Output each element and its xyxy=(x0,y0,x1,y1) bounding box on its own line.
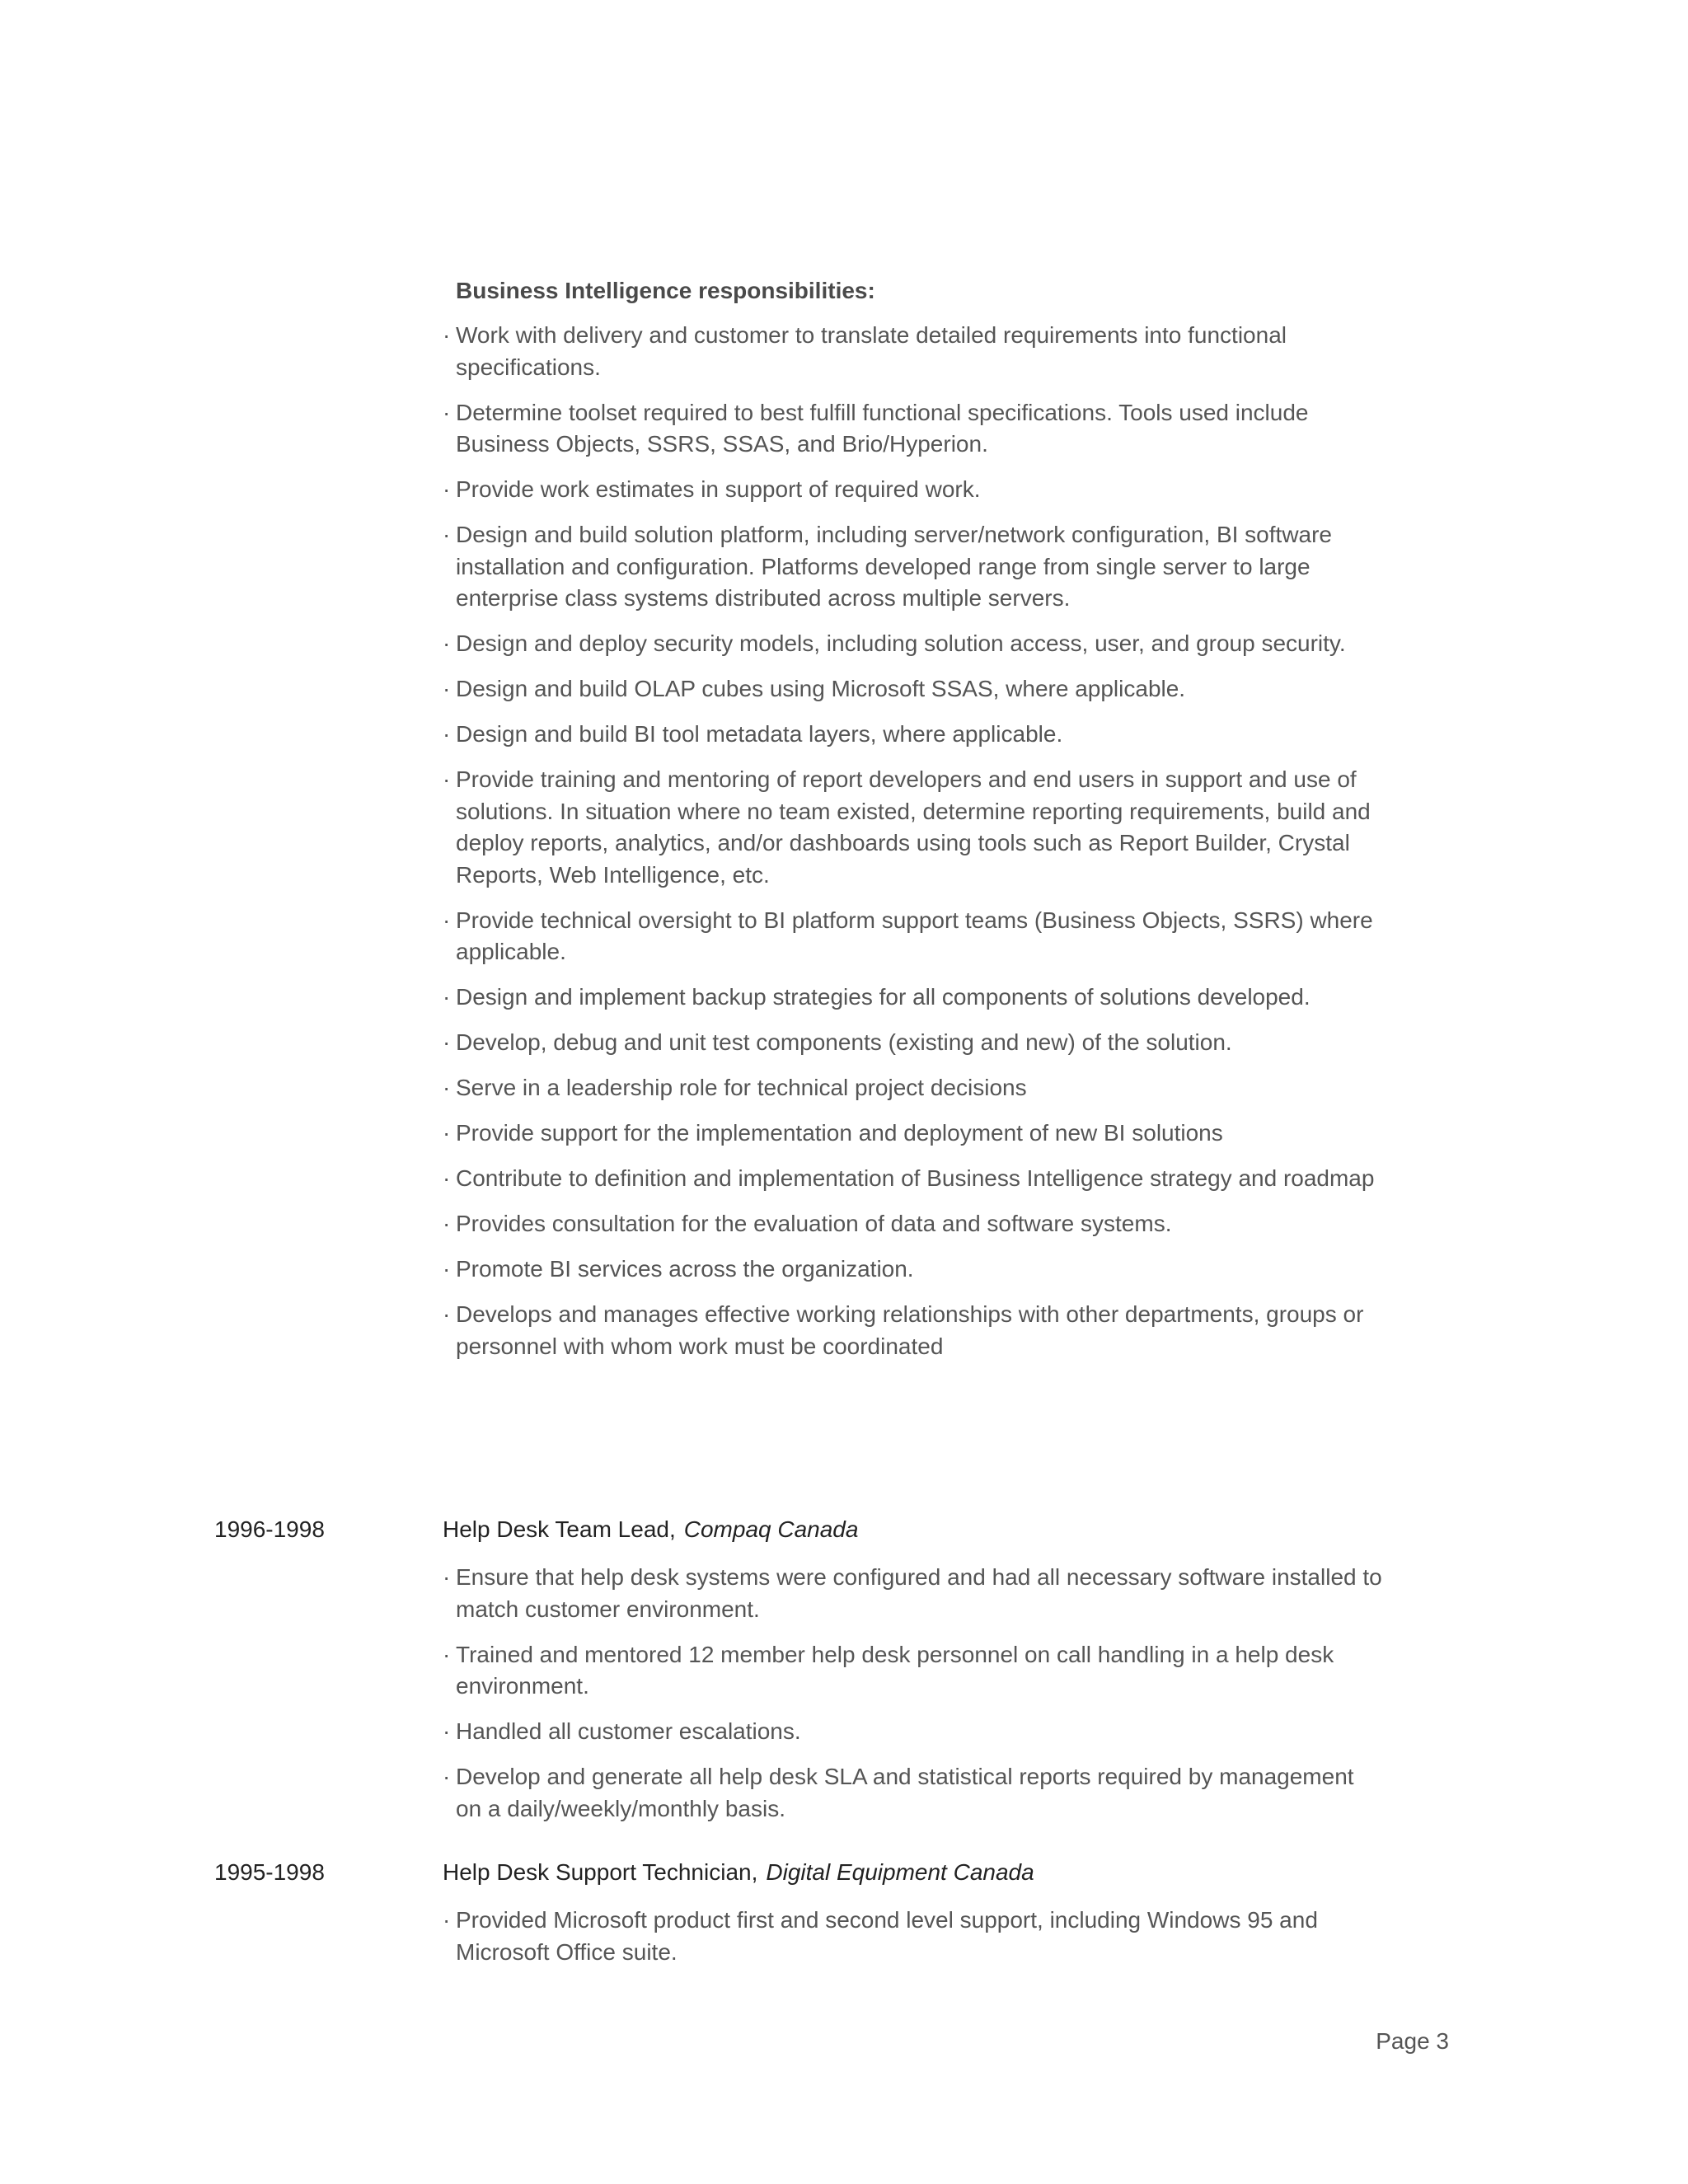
bullet-icon: · xyxy=(443,907,451,933)
bi-responsibilities-section xyxy=(443,275,1382,1376)
list-item xyxy=(443,764,1382,891)
list-item-text: Determine toolset required to best fulfill functional specifications. Tools used include Business Objects, SSRS, SSAS, and Brio/Hyperion. xyxy=(456,399,1309,457)
list-item xyxy=(443,1639,1382,1703)
list-item xyxy=(443,982,1382,1014)
list-item-text: Design and build BI tool metadata layers, where applicable. xyxy=(456,721,1063,747)
list-item xyxy=(443,1299,1382,1362)
list-item-text: Provide training and mentoring of report developers and end users in support and use of solutions. In situation where no team existed, determine reporting requirements, build and deploy reports, analytics, and/or dashboards using tools such as Report Builder, Crystal Reports, Web Intelligence, etc. xyxy=(456,766,1371,888)
list-item xyxy=(443,1716,1382,1748)
bullet-icon: · xyxy=(443,1764,451,1789)
job-title: Help Desk Support Technician, xyxy=(443,1859,758,1885)
bullet-icon: · xyxy=(443,1641,451,1667)
list-item xyxy=(443,1208,1382,1240)
bullet-icon: · xyxy=(443,522,451,547)
list-item-text: Serve in a leadership role for technical project decisions xyxy=(456,1075,1027,1100)
list-item xyxy=(443,1027,1382,1059)
list-item-text: Design and implement backup strategies for all components of solutions developed. xyxy=(456,984,1311,1010)
list-item xyxy=(443,1254,1382,1286)
bullet-icon: · xyxy=(443,1029,451,1055)
job-responsibilities-list xyxy=(443,1905,1382,1982)
list-item xyxy=(443,397,1382,461)
bullet-icon: · xyxy=(443,676,451,701)
list-item-text: Develop, debug and unit test components (existing and new) of the solution. xyxy=(456,1029,1232,1055)
list-item xyxy=(443,673,1382,705)
job-responsibilities-list xyxy=(443,1562,1382,1839)
bullet-icon: · xyxy=(443,630,451,656)
job-title-line xyxy=(443,1514,858,1545)
bi-responsibilities-list xyxy=(443,320,1382,1362)
list-item xyxy=(443,474,1382,506)
page-number: Page 3 xyxy=(1376,2028,1449,2054)
bullet-icon: · xyxy=(443,984,451,1010)
list-item xyxy=(443,320,1382,383)
list-item-text: Ensure that help desk systems were configured and had all necessary software installed to match customer environment. xyxy=(456,1564,1382,1622)
bullet-icon: · xyxy=(443,1075,451,1100)
list-item-text: Provide work estimates in support of required work. xyxy=(456,476,981,502)
list-item xyxy=(443,1562,1382,1625)
job-company: Digital Equipment Canada xyxy=(766,1859,1034,1885)
bullet-icon: · xyxy=(443,1301,451,1327)
job-years: 1996-1998 xyxy=(214,1516,325,1542)
list-item xyxy=(443,1761,1382,1825)
bullet-icon: · xyxy=(443,399,451,425)
bullet-icon: · xyxy=(443,322,451,348)
list-item xyxy=(443,719,1382,751)
bullet-icon: · xyxy=(443,1120,451,1146)
list-item xyxy=(443,519,1382,615)
list-item-text: Work with delivery and customer to translate detailed requirements into functional specifications. xyxy=(456,322,1287,380)
job-company: Compaq Canada xyxy=(683,1516,859,1542)
list-item-text: Develops and manages effective working relationships with other departments, groups or personnel with whom work must be coordinated xyxy=(456,1301,1364,1359)
list-item xyxy=(443,905,1382,968)
job-years: 1995-1998 xyxy=(214,1859,325,1885)
list-item xyxy=(443,1163,1382,1195)
bullet-icon: · xyxy=(443,1211,451,1236)
list-item xyxy=(443,1072,1382,1104)
list-item-text: Provide technical oversight to BI platform support teams (Business Objects, SSRS) where applicable. xyxy=(456,907,1373,964)
job-title-line xyxy=(443,1857,1034,1888)
bullet-icon: · xyxy=(443,1165,451,1191)
list-item xyxy=(443,628,1382,660)
list-item xyxy=(443,1905,1382,1968)
list-item-text: Provide support for the implementation and deployment of new BI solutions xyxy=(456,1120,1223,1146)
bullet-icon: · xyxy=(443,1907,451,1933)
bullet-icon: · xyxy=(443,1256,451,1282)
bullet-icon: · xyxy=(443,1718,451,1744)
list-item-text: Design and build solution platform, including server/network configuration, BI software installation and configuration. Platforms developed range from single server to large enterprise class systems distributed across multiple servers. xyxy=(456,522,1333,611)
job-title: Help Desk Team Lead, xyxy=(443,1516,676,1542)
list-item-text: Design and deploy security models, including solution access, user, and group security. xyxy=(456,630,1346,656)
bullet-icon: · xyxy=(443,1564,451,1590)
list-item-text: Handled all customer escalations. xyxy=(456,1718,801,1744)
bullet-icon: · xyxy=(443,476,451,502)
section-heading: Business Intelligence responsibilities: xyxy=(456,278,875,303)
list-item-text: Provides consultation for the evaluation of data and software systems. xyxy=(456,1211,1172,1236)
list-item-text: Provided Microsoft product first and second level support, including Windows 95 and Microsoft Office suite. xyxy=(456,1907,1318,1965)
list-item-text: Design and build OLAP cubes using Microsoft SSAS, where applicable. xyxy=(456,676,1186,701)
bullet-icon: · xyxy=(443,721,451,747)
list-item-text: Develop and generate all help desk SLA and statistical reports required by management on a daily/weekly/monthly basis. xyxy=(456,1764,1354,1821)
list-item-text: Contribute to definition and implementation of Business Intelligence strategy and roadmap xyxy=(456,1165,1375,1191)
list-item-text: Promote BI services across the organization. xyxy=(456,1256,914,1282)
bullet-icon: · xyxy=(443,766,451,792)
list-item xyxy=(443,1118,1382,1150)
list-item-text: Trained and mentored 12 member help desk personnel on call handling in a help desk environment. xyxy=(456,1641,1334,1699)
